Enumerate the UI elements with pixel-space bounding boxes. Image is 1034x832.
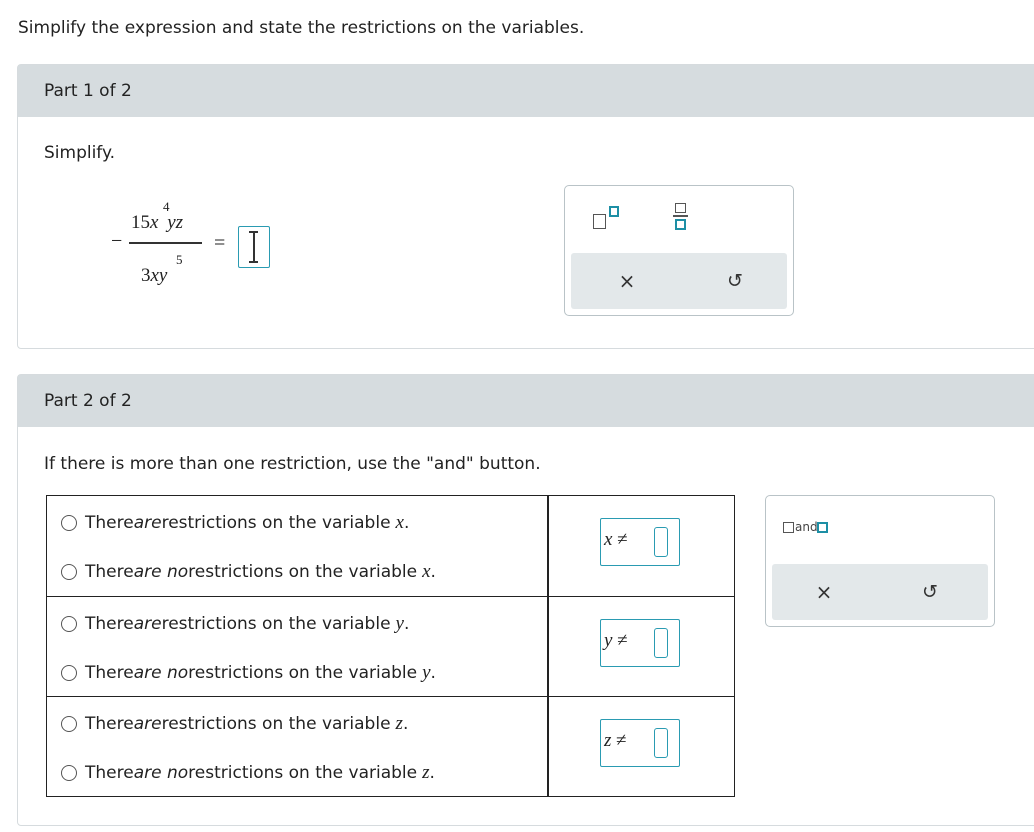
- y-neq-label: y ≠: [604, 630, 628, 651]
- option-x-unrestricted[interactable]: There are no restrictions on the variable x .: [61, 561, 436, 583]
- option-y-unrestricted[interactable]: There are no restrictions on the variable y .: [61, 662, 436, 684]
- clear-button[interactable]: ×: [618, 269, 636, 293]
- table-row-y: [47, 597, 734, 697]
- denominator-coef: 3: [141, 265, 151, 286]
- part-2-header: [18, 375, 1034, 427]
- table-row-x: [47, 496, 734, 597]
- x-answer-slot[interactable]: [654, 527, 668, 557]
- part-1-title: Part 1 of 2: [44, 81, 132, 101]
- part-2-title: Part 2 of 2: [44, 391, 132, 411]
- text-cursor-bottom: [249, 261, 258, 263]
- y-restriction-input[interactable]: [600, 619, 680, 667]
- numerator: [131, 212, 183, 234]
- undo-button[interactable]: ↺: [727, 270, 743, 292]
- radio-y-unrestricted[interactable]: [61, 665, 77, 681]
- option-x-restricted[interactable]: There are restrictions on the variable x .: [61, 512, 409, 534]
- clear-button-2[interactable]: ×: [815, 580, 833, 604]
- fraction-bar-icon: [673, 215, 688, 217]
- fraction-bar: [129, 242, 202, 244]
- variable-x: x: [395, 512, 404, 533]
- variable-y: y: [422, 662, 431, 683]
- math-palette-part1: [564, 185, 794, 316]
- radio-x-unrestricted[interactable]: [61, 564, 77, 580]
- fraction-numerator-icon: [675, 203, 686, 213]
- text-cursor: [253, 232, 255, 262]
- variable-z: z: [422, 762, 430, 783]
- and-label: and: [795, 520, 818, 534]
- text-cursor-top: [249, 231, 258, 233]
- radio-y-restricted[interactable]: [61, 616, 77, 632]
- denominator: [141, 265, 167, 287]
- fraction-button[interactable]: [661, 196, 701, 236]
- z-restriction-input[interactable]: [600, 719, 680, 767]
- part-2-prompt: If there is more than one restriction, use the "and" button.: [44, 454, 541, 474]
- exponent-power-icon: [609, 206, 619, 217]
- variable-x: x: [422, 561, 431, 582]
- exponent-base-icon: [593, 214, 606, 229]
- z-answer-slot[interactable]: [654, 728, 668, 758]
- numerator-rest: yz: [167, 212, 184, 233]
- radio-z-unrestricted[interactable]: [61, 765, 77, 781]
- denominator-exponent: 5: [176, 252, 183, 267]
- x-restriction-input[interactable]: [600, 518, 680, 566]
- restrictions-table: [46, 495, 735, 797]
- numerator-coef: 15: [131, 212, 150, 233]
- x-neq-label: x ≠: [604, 529, 628, 550]
- y-answer-slot[interactable]: [654, 628, 668, 658]
- fraction-denominator-icon: [675, 219, 686, 230]
- instruction-text: Simplify the expression and state the restrictions on the variables.: [18, 18, 585, 38]
- option-z-unrestricted[interactable]: There are no restrictions on the variable z .: [61, 762, 435, 784]
- and-right-box-icon: [817, 522, 828, 533]
- palette-action-bar-2: [772, 564, 988, 620]
- part-1-header: [18, 65, 1034, 117]
- option-z-restricted[interactable]: There are restrictions on the variable z .: [61, 713, 408, 735]
- radio-x-restricted[interactable]: [61, 515, 77, 531]
- simplify-answer-input[interactable]: [238, 226, 270, 268]
- exponent-button[interactable]: [585, 198, 625, 232]
- undo-button-2[interactable]: ↺: [922, 581, 938, 603]
- table-row-z: [47, 697, 734, 797]
- math-palette-part2: [765, 495, 995, 627]
- denominator-var: xy: [150, 265, 168, 286]
- equals-sign: =: [214, 232, 226, 254]
- numerator-var: x: [150, 212, 159, 233]
- option-y-restricted[interactable]: There are restrictions on the variable y .: [61, 613, 409, 635]
- palette-action-bar: [571, 253, 787, 309]
- and-button[interactable]: [780, 516, 834, 540]
- numerator-exponent: 4: [163, 199, 170, 214]
- negative-sign: −: [111, 230, 123, 252]
- part-1-prompt: Simplify.: [44, 143, 116, 163]
- variable-y: y: [395, 613, 404, 634]
- radio-z-restricted[interactable]: [61, 716, 77, 732]
- variable-z: z: [395, 713, 403, 734]
- z-neq-label: z ≠: [604, 730, 627, 751]
- and-left-box-icon: [783, 522, 794, 533]
